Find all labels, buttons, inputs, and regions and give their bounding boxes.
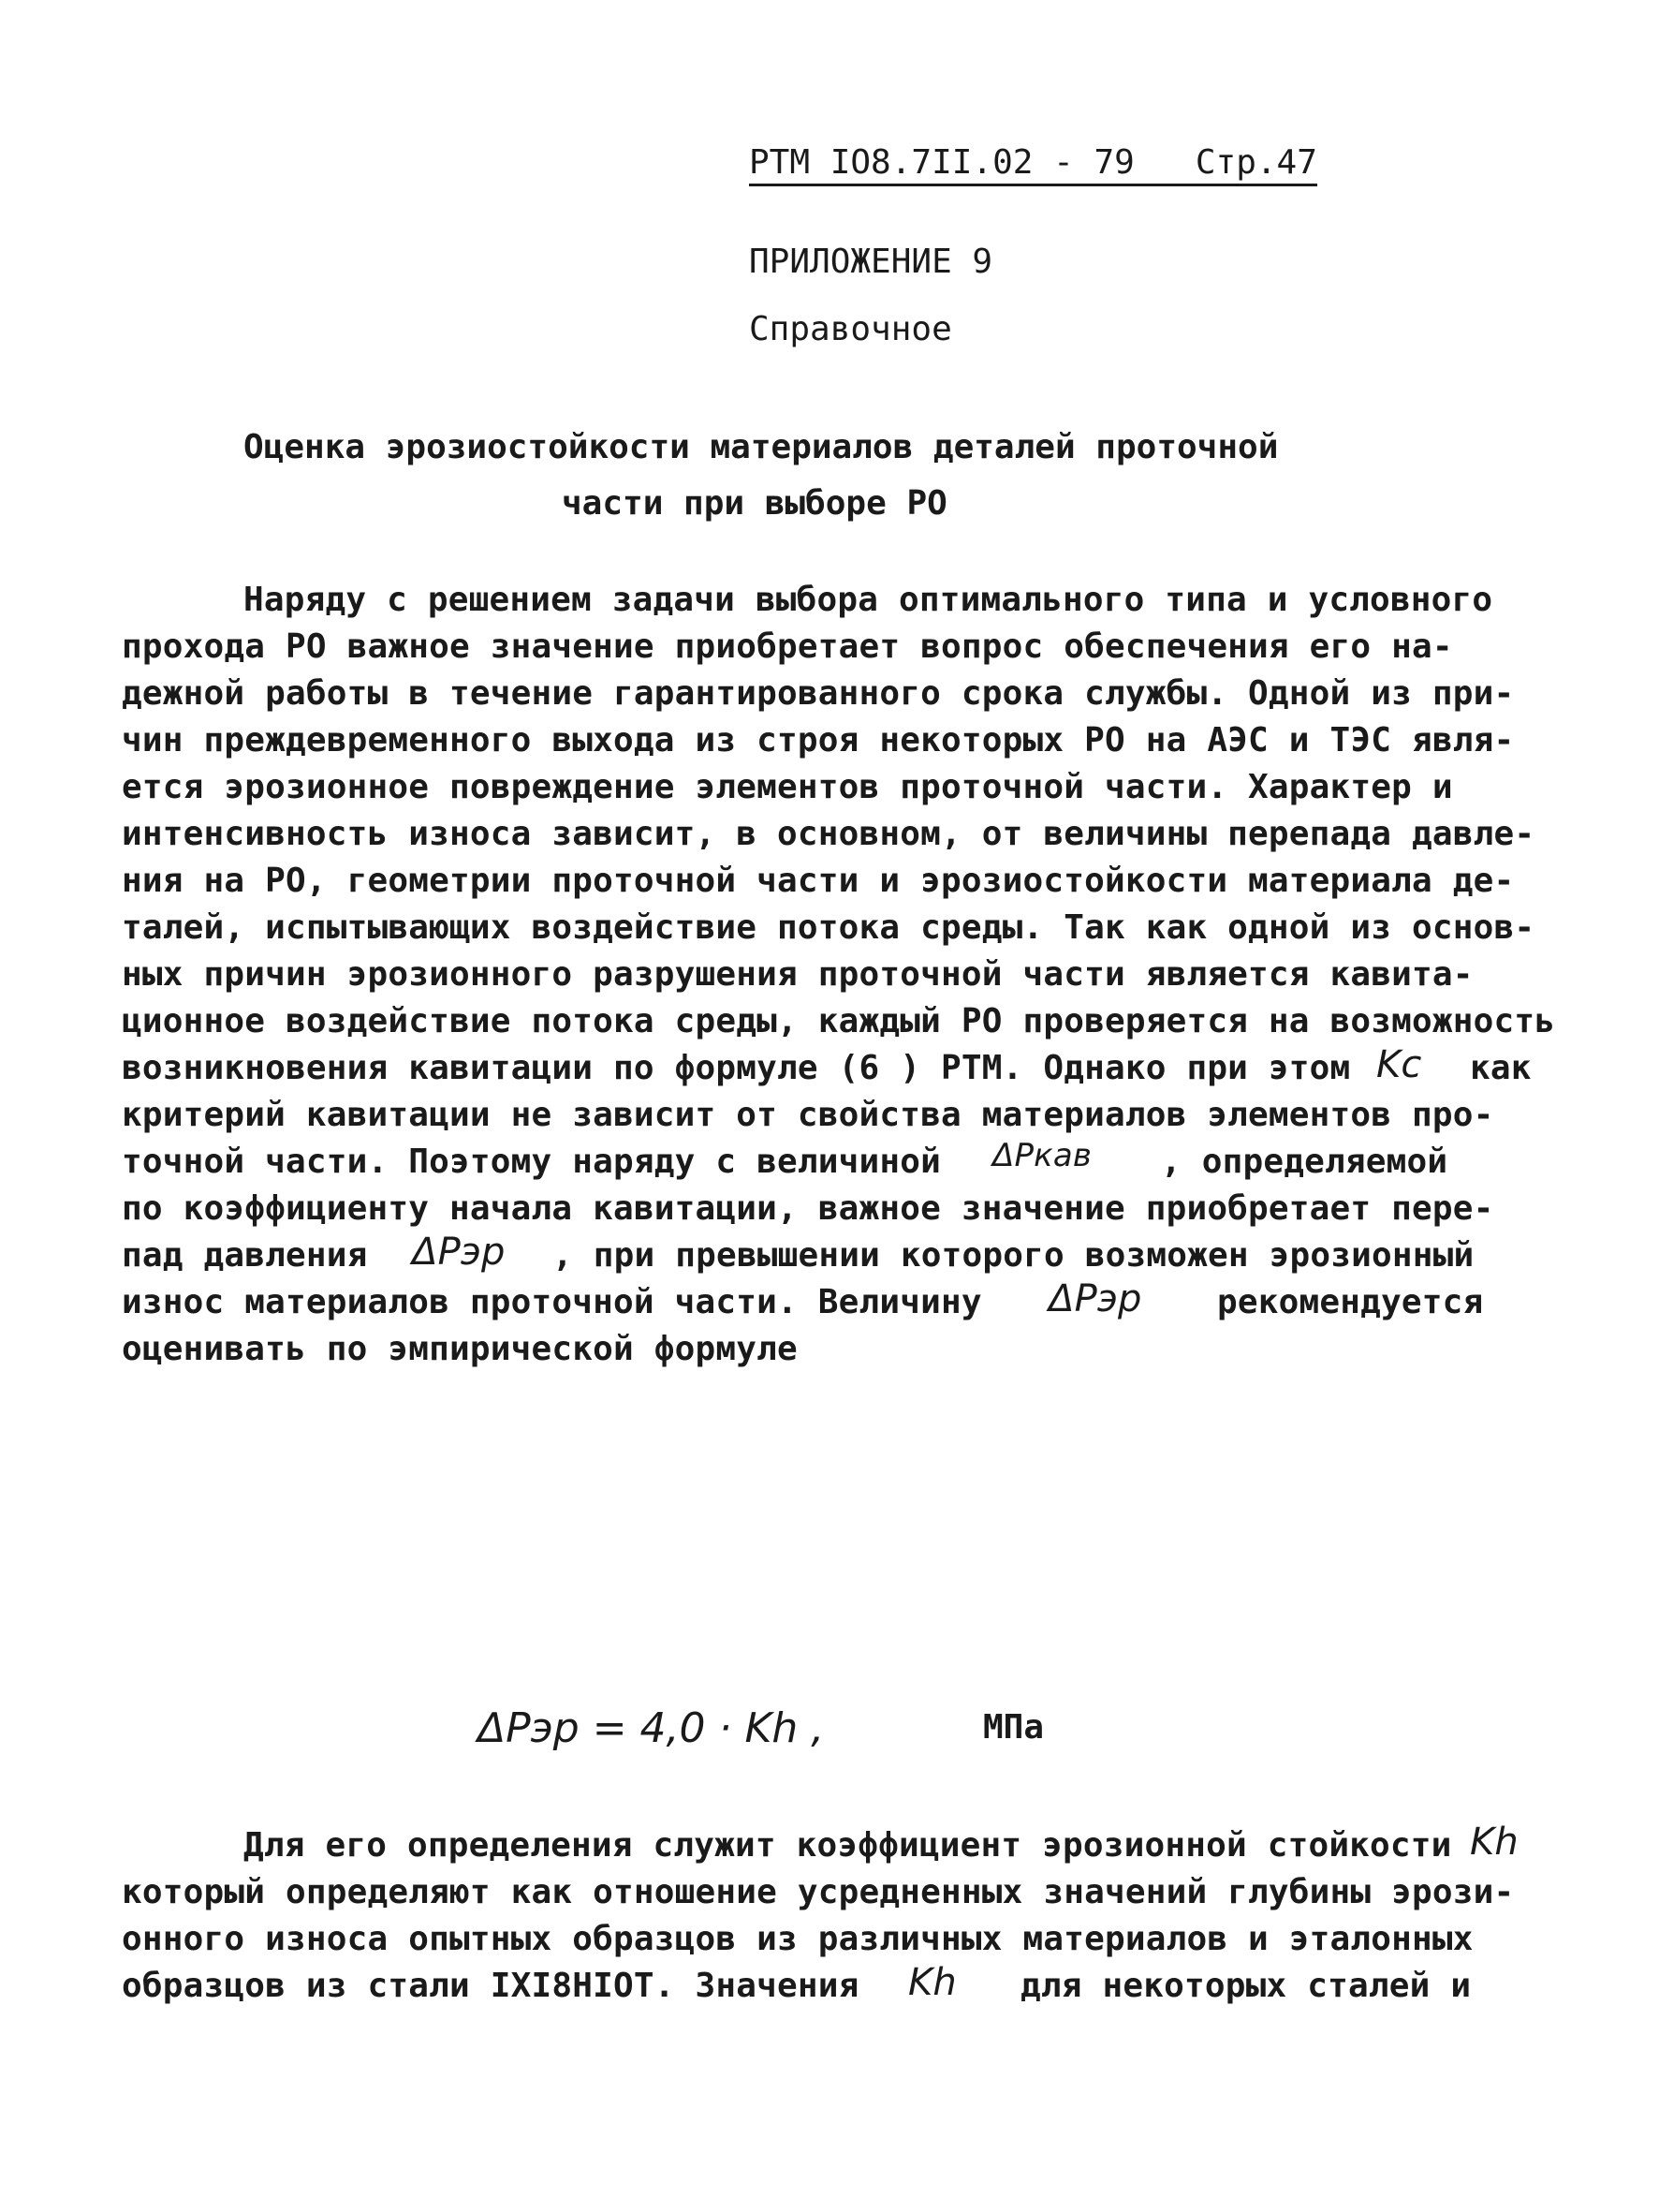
appendix-type: Справочное — [749, 310, 952, 348]
title-line-2: части при выборе РО — [562, 484, 947, 523]
text-line: износ материалов проточной части. Величину — [122, 1283, 982, 1321]
dp-er-symbol: ΔPэр — [412, 1231, 506, 1274]
kh-symbol: Kh — [908, 1961, 957, 2004]
text-line: точной части. Поэтому наряду с величиной — [122, 1143, 941, 1181]
text-line: прохода РО важное значение приобретает вопрос обеспечения его на- — [122, 627, 1453, 666]
text-line: критерий кавитации не зависит от свойства материалов элементов про- — [122, 1096, 1494, 1134]
text-fragment: , определяемой — [1161, 1143, 1448, 1181]
text-fragment: для некоторых сталей и — [1020, 1967, 1472, 2005]
dp-er-symbol: ΔPэр — [1049, 1277, 1142, 1320]
text-line: чин преждевременного выхода из строя некоторых РО на АЭС и ТЭС явля- — [122, 721, 1515, 759]
text-line: возникновения кавитации по формуле (6 ) РТМ. Однако при этом — [122, 1049, 1351, 1087]
text-line: по коэффициенту начала кавитации, важное значение приобретает пере- — [122, 1189, 1494, 1228]
text-line: ется эрозионное повреждение элементов проточной части. Характер и — [122, 768, 1453, 806]
text-fragment: рекомендуется — [1217, 1283, 1484, 1321]
text-fragment: как — [1470, 1049, 1532, 1087]
kh-symbol: Kh — [1470, 1821, 1519, 1864]
formula-expression: ΔPэр = 4,0 · Kh — [477, 1704, 799, 1752]
text-line: ционное воздействие потока среды, каждый РО проверяется на возможность — [122, 1002, 1556, 1040]
text-line: оценивать по эмпирической формуле — [122, 1330, 798, 1368]
text-line: онного износа опытных образцов из различных материалов и эталонных — [122, 1920, 1474, 1958]
text-line: ния на РО, геометрии проточной части и эрозиостойкости материала де- — [122, 862, 1515, 900]
page-number: Стр.47 — [1195, 143, 1317, 182]
text-line: ных причин эрозионного разрушения проточной части является кавита- — [122, 955, 1474, 994]
text-fragment: , при превышении которого возможен эрозионный — [552, 1236, 1475, 1275]
text-line: который определяют как отношение усредненных значений глубины эрози- — [122, 1873, 1515, 1911]
text-line: дежной работы в течение гарантированного срока службы. Одной из при- — [122, 674, 1515, 713]
formula-comma: , — [811, 1704, 825, 1752]
page-header — [749, 142, 1317, 186]
kc-symbol: Kc — [1376, 1043, 1422, 1086]
text-line: Наряду с решением задачи выбора оптимального типа и условного — [243, 581, 1493, 619]
formula-unit: МПа — [983, 1708, 1045, 1747]
text-line: пад давления — [122, 1236, 368, 1275]
document-id: РТМ IO8.7II.02 - 79 — [749, 143, 1135, 182]
text-line: интенсивность износа зависит, в основном, от величины перепада давле- — [122, 815, 1535, 853]
appendix-label: ПРИЛОЖЕНИЕ 9 — [749, 243, 993, 281]
text-line: Для его определения служит коэффициент эрозионной стойкости — [243, 1826, 1452, 1865]
dp-kav-symbol: ΔPкав — [992, 1137, 1093, 1174]
title-line-1: Оценка эрозиостойкости материалов деталей проточной — [243, 428, 1279, 466]
text-line: талей, испытывающих воздействие потока среды. Так как одной из основ- — [122, 908, 1535, 947]
text-line: образцов из стали IXI8HIOT. Значения — [122, 1967, 859, 2005]
formula — [477, 1704, 824, 1752]
